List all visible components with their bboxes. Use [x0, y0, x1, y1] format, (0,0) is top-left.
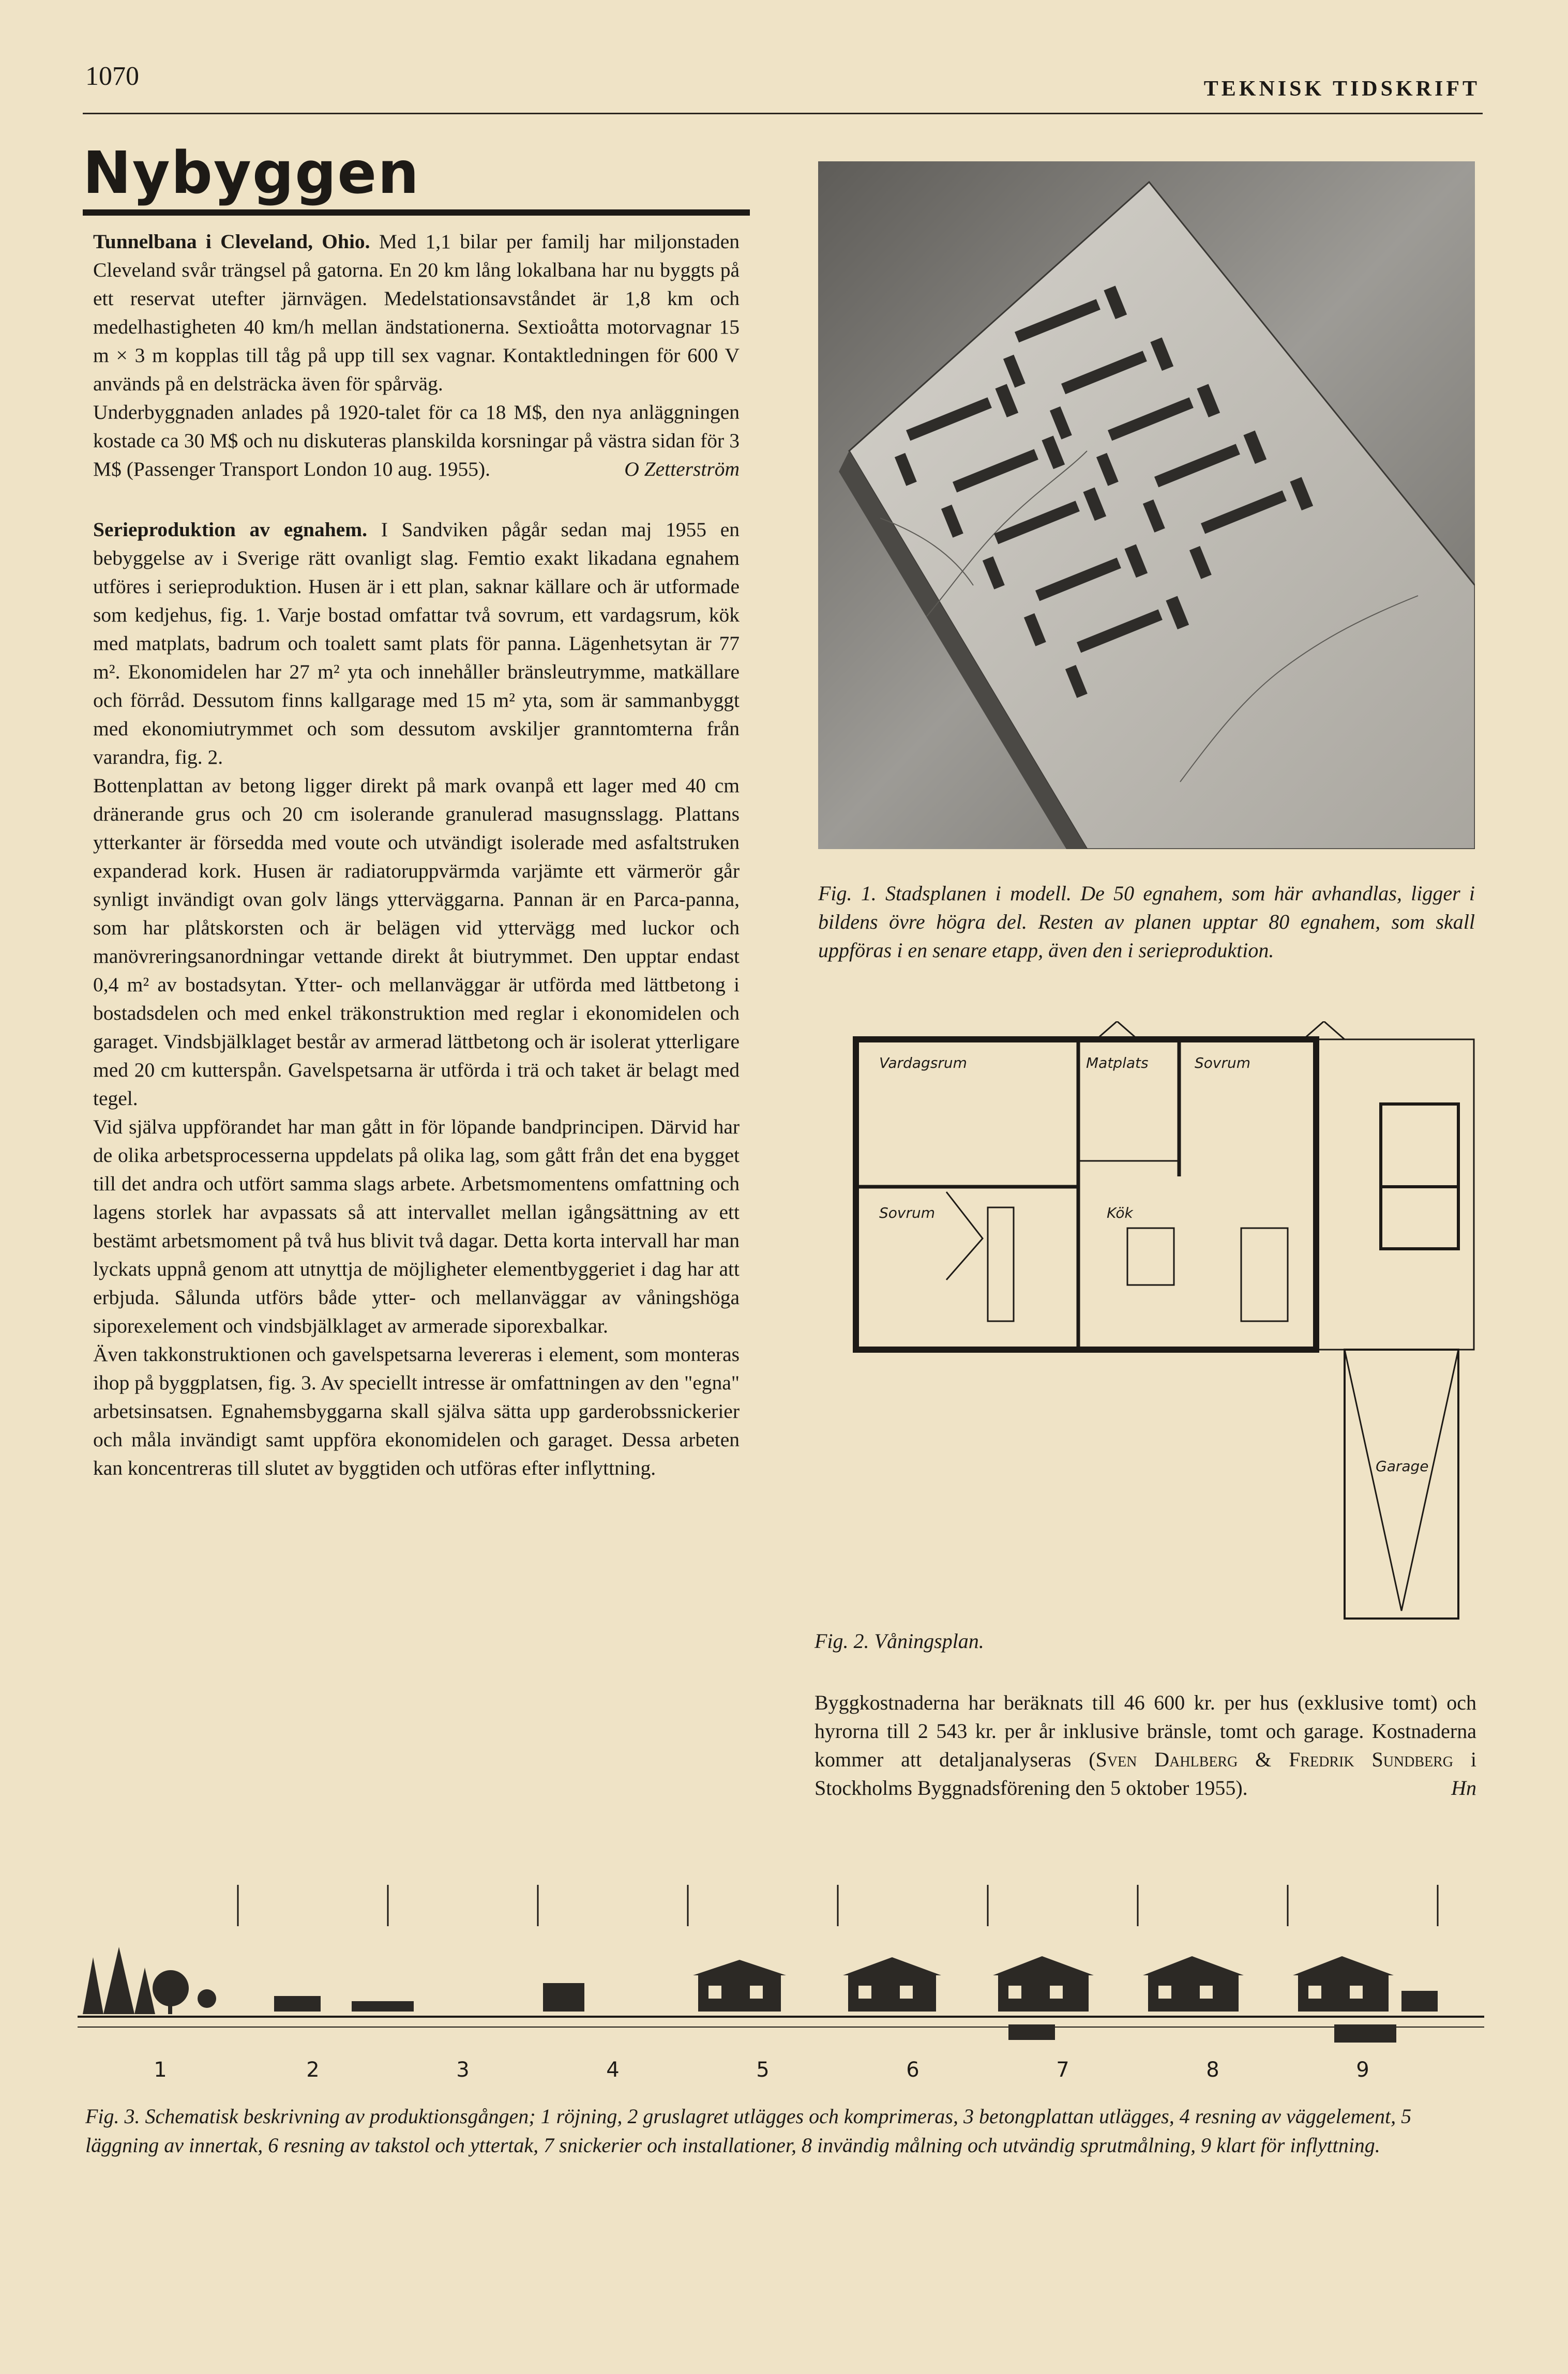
- step-7: 7: [1056, 2058, 1069, 2082]
- article-cleveland-title: Tunnelbana i Cleveland, Ohio.: [93, 230, 370, 253]
- fig1-model-illustration: [818, 161, 1475, 849]
- label-sovrum-2: Sovrum: [879, 1204, 936, 1221]
- article-cleveland-p1-text: Med 1,1 bilar per familj har miljonstaden Cleveland svår trängsel på gatorna. En 20 km lång lokalbana har nu byggts på ett reservat utefter järnvägen. Medelstationsavståndet är 1,8 km och medelhastigheten 40 km/h mellan ändstationerna. Sextioåtta motorvagnar 15 m × 3 m kopplas till tåg på upp till sex vagnar. Kontaktledningen för 600 V används på en delsträcka även för spårväg.: [93, 230, 740, 395]
- fig3-step-numbers: [78, 2058, 1484, 2089]
- step-2: 2: [306, 2058, 320, 2082]
- label-matplats: Matplats: [1086, 1054, 1149, 1071]
- article-cleveland-p2-text: Underbyggnaden anlades på 1920-talet för ca 18 M$, den nya anläggningen kostade ca 30 M$ och nu diskuteras planskilda korsningar på västra sidan för 3 M$ (Passenger Transport London 10 aug. 1955).: [93, 401, 740, 480]
- cost-names: Sven Dahlberg & Fredrik Sundberg: [1095, 1748, 1454, 1771]
- headline-rule: [83, 209, 750, 216]
- article-egnahem-p4: Även takkonstruktionen och gavelspetsarna levereras i element, som monteras ihop på byggplatsen, fig. 3. Av speciellt intresse är omfattningen av den "egna" arbetsinsatsen. Egnahemsbyggarna skall själva sätta upp garderobssnickerier och måla invändigt samt uppföra ekonomidelen och garaget. Dessa arbeten kan koncentreras till slutet av byggtiden och utföras efter inflyttning.: [93, 1343, 740, 1479]
- page-number: 1070: [85, 62, 139, 91]
- step-6: 6: [906, 2058, 919, 2082]
- fig1-model-photo: [818, 161, 1475, 849]
- article-cleveland-p2: [93, 398, 740, 483]
- cost-text: Byggkostnaderna har beräknats till 46 600 kr. per hus (exklusive tomt) och hyrorna till 2 543 kr. per år inklusive bränsle, tomt och garage. Kostnaderna kommer att detaljanalyseras (: [815, 1691, 1476, 1771]
- fig2-plan-drawing: [848, 1021, 1484, 1621]
- section-headline: Nybyggen: [83, 140, 420, 207]
- fig3-caption: Fig. 3. Schematisk beskrivning av produktionsgången; 1 röjning, 2 gruslagret utlägges och komprimeras, 3 betongplattan utlägges, 4 resning av väggelement, 5 läggning av innertak, 6 resning av takstol och yttertak, 7 snickerier och installationer, 8 invändig målning och utvändig sprutmålning, 9 klart för inflyttning.: [85, 2105, 1412, 2157]
- step-4: 4: [606, 2058, 620, 2082]
- fig2-caption: Fig. 2. Våningsplan.: [815, 1629, 984, 1653]
- step-9: 9: [1356, 2058, 1369, 2082]
- cost-paragraph: [815, 1688, 1476, 1802]
- fig3-production-strip: [78, 1864, 1484, 2055]
- article-cleveland-signature: O Zetterström: [624, 458, 740, 480]
- cost-tail: i Stockholms Byggnadsförening den 5 oktober 1955).: [815, 1748, 1476, 1800]
- fig2-floor-plan: [848, 1021, 1484, 1621]
- fig3-strip-drawing: [78, 1864, 1484, 2055]
- step-8: 8: [1206, 2058, 1219, 2082]
- article-egnahem-title: Serieproduktion av egnahem.: [93, 518, 368, 541]
- article-egnahem-p2: Bottenplattan av betong ligger direkt på mark ovanpå ett lager med 40 cm dränerande grus och 20 cm isolerande granulerad masugnsslagg. Plattans ytterkanter är försedda med voute och utvändigt isolerade med asfaltstruken expanderad kork. Husen är radiatoruppvärmda varjämte ett värmerör går synligt invändigt ovan golv längs ytterväggarna. Pannan är en Parca-panna, som har plåtskorsten och är belägen vid yttervägg med luckor och manövreringsanordningar vettande direkt åt biutrymmet. Den upptar endast 0,4 m² av bostadsytan. Ytter- och mellanväggar är utförda med lättbetong i bostadsdelen och med enkel träkonstruktion med reglar i ekonomidelen och garaget. Vindsbjälklaget består av armerad lättbetong och är isolerat ytterligare med 20 cm kutterspån. Gavelspetsarna är utförda i trä och taket är belagt med tegel.: [93, 774, 740, 1110]
- section-gap: [93, 483, 740, 516]
- left-column: [93, 228, 740, 1483]
- article-egnahem-p1-text: I Sandviken pågår sedan maj 1955 en bebyggelse av i Sverige rätt ovanligt slag. Femtio exakt likadana egnahem utföres i serieproduktion. Husen är i ett plan, saknar källare och är utformade som kedjehus, fig. 1. Varje bostad omfattar två sovrum, ett vardagsrum, kök med matplats, badrum och toalett samt plats för panna. Lägenhetsytan är 77 m². Ekonomidelen har 27 m² yta och innehåller bränsleutrymme, matkällare och förråd. Dessutom finns kallgarage med 15 m² yta, som är sammanbyggt med ekonomiutrymmet och som dessutom avskiljer granntomterna från varandra, fig. 2.: [93, 518, 740, 768]
- article-egnahem-signature: Hn: [1451, 1776, 1476, 1800]
- label-garage: Garage: [1376, 1458, 1429, 1475]
- article-egnahem-p3: Vid själva uppförandet har man gått in för löpande bandprincipen. Därvid har de olika arbetsprocesserna uppdelats på olika lag, som gått från det ena bygget till det andra och utfört samma slags arbete. Arbetsmomentens omfattning och lagens storlek har avpassats så att intervallet mellan igångsättning av ett bestämt arbetsmoment på två hus blivit två dagar. Detta korta intervall har man lyckats uppnå genom att utnyttja de möjligheter elementbyggeriet i dag har att erbjuda. Sålunda utförs både ytter- och mellanväggar av våningshöga siporexelement och vindsbjälklaget av armerade siporexbalkar.: [93, 1115, 740, 1337]
- step-1: 1: [154, 2058, 167, 2082]
- step-3: 3: [456, 2058, 470, 2082]
- article-egnahem-p1: [93, 516, 740, 772]
- label-kok: Kök: [1107, 1204, 1133, 1221]
- journal-title: TEKNISK TIDSKRIFT: [1203, 77, 1480, 101]
- header-rule: [83, 113, 1483, 114]
- label-vardagsrum: Vardagsrum: [879, 1054, 967, 1071]
- label-sovrum-1: Sovrum: [1195, 1054, 1251, 1071]
- article-cleveland-p1: [93, 228, 740, 398]
- fig1-caption: Fig. 1. Stadsplanen i modell. De 50 egnahem, som här avhandlas, ligger i bildens övre högra del. Resten av planen upptar 80 egnahem, som skall uppföras i en senare etapp, även den i serieproduktion.: [818, 882, 1475, 962]
- step-5: 5: [756, 2058, 770, 2082]
